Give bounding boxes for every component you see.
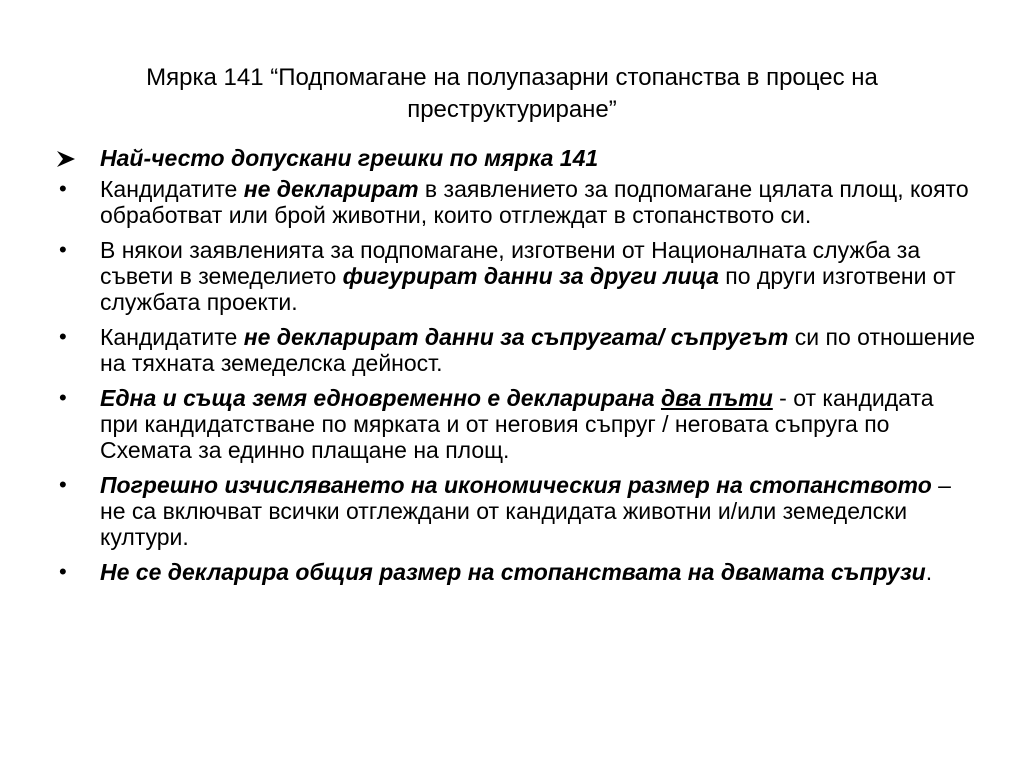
item-text: . <box>925 559 933 585</box>
list-item <box>56 237 976 315</box>
slide-title: Мярка 141 “Подпомагане на полупазарни стопанства в процес на преструктуриране” <box>146 64 878 123</box>
item-emphasis: Погрешно изчисляването на икономическия размер на стопанството <box>100 472 932 498</box>
bullet-dot-icon: • <box>59 237 67 262</box>
bullet-dot-icon: • <box>59 176 67 201</box>
item-emphasis: фигурират данни за други лица <box>342 263 719 289</box>
heading-text: Най-често допускани грешки по мярка 141 <box>100 145 599 171</box>
bullet-dot-icon: • <box>59 559 67 584</box>
list-item <box>56 559 976 585</box>
item-text: по други изготвени от службата проекти. <box>100 263 956 315</box>
list-item <box>56 472 976 550</box>
item-emphasis: не декларират <box>243 176 419 202</box>
item-text: – не са включват всички отглеждани от кандидата животни и/или земеделски култури. <box>100 472 951 550</box>
list-item <box>56 324 976 376</box>
list-heading <box>56 145 976 171</box>
bullet-list <box>56 145 976 594</box>
bullet-dot-icon: • <box>59 324 67 349</box>
bullet-dot-icon: • <box>59 472 67 497</box>
list-item <box>56 176 976 228</box>
item-text: Кандидатите <box>100 324 244 350</box>
item-text: в заявлението за подпомагане цялата площ, която обработват или брой животни, които отглеждат в стопанството си. <box>100 176 969 228</box>
item-emphasis: Не се декларира общия размер на стопанствата на двамата съпрузи <box>100 559 926 585</box>
item-emphasis: Една и съща земя едновременно е декларирана <box>100 385 661 411</box>
item-text: Кандидатите <box>100 176 244 202</box>
item-emphasis-underlined: два пъти <box>660 385 773 411</box>
item-text: - от кандидата при кандидатстване по мярката и от неговия съпруг / неговата съпруга по Схемата за единно плащане на площ. <box>100 385 934 463</box>
list-item <box>56 385 976 463</box>
item-emphasis: не декларират данни за съпругата/ съпругът <box>243 324 789 350</box>
item-text: си по отношение на тяхната земеделска дейност. <box>100 324 976 376</box>
item-text: В някои заявленията за подпомагане, изготвени от Националната служба за съвети в земеделието <box>100 237 921 289</box>
arrow-bullet-icon <box>56 145 86 168</box>
bullet-dot-icon: • <box>59 385 67 410</box>
